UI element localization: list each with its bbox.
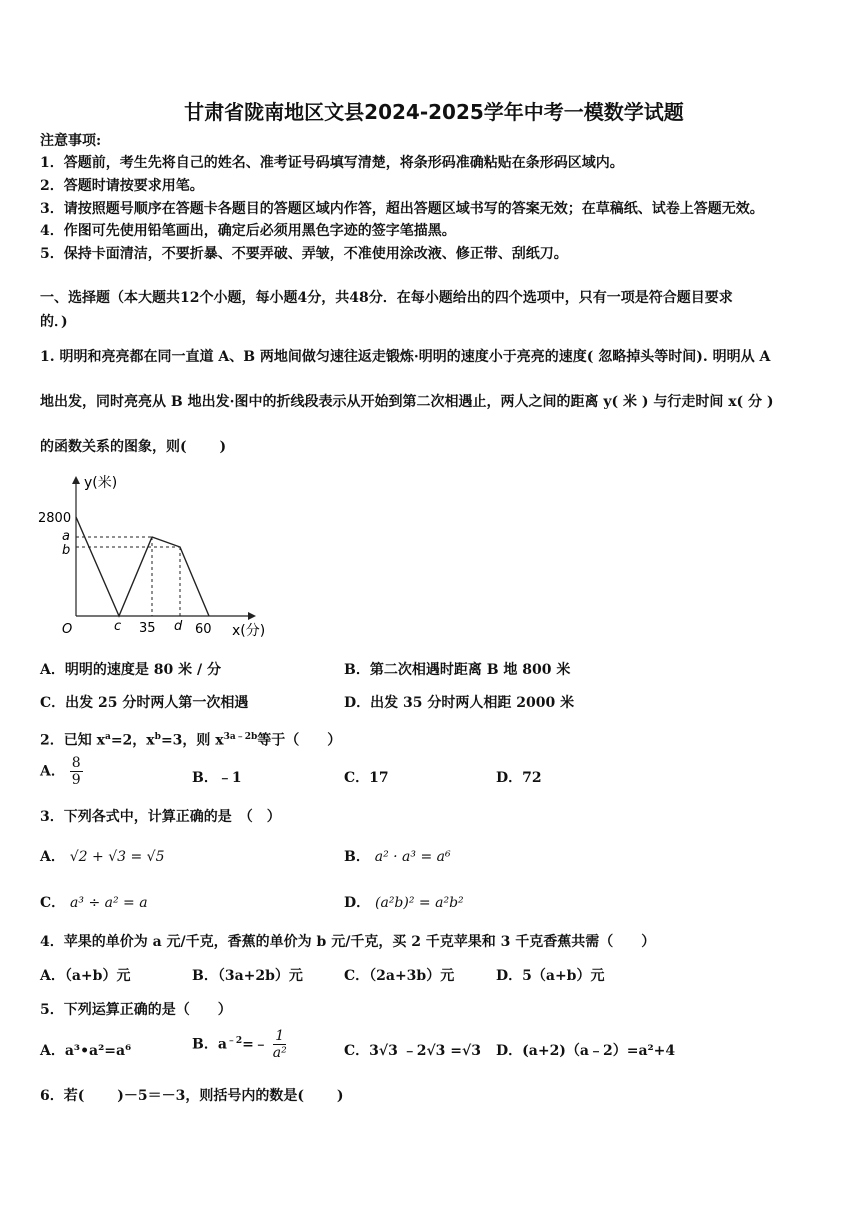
q5-option-b[interactable]: B．$a^{﹣2}=﹣$ $\frac{1}{\text{a²}}$ (192, 1028, 287, 1061)
q1-y-axis-label: y(米) (84, 475, 118, 491)
q4-option-b[interactable]: B．（3a+2b）元 (192, 968, 303, 984)
q1-x-axis-label: x(分) (232, 623, 266, 639)
q1-xtick-origin: O (62, 622, 73, 637)
q6-stem: 6．若( )－5＝－3，则括号内的数是( ) (40, 1088, 344, 1104)
notice-heading: 注意事项: (40, 133, 102, 149)
notice-item-1: 1．答题前，考生先将自己的姓名、准考证号码填写清楚，将条形码准确粘贴在条形码区域内。 (40, 155, 624, 171)
q1-option-b[interactable]: B．第二次相遇时距离 B 地 800 米 (344, 662, 571, 678)
q3-option-d[interactable]: D． (a²b)² = a²b² (344, 895, 464, 911)
q1-ytick-2800: 2800 (38, 511, 72, 526)
notice-item-5: 5．保持卡面清洁，不要折暴、不要弄破、弄皱，不准使用涂改液、修正带、刮纸刀。 (40, 246, 568, 262)
q2-option-a[interactable]: A． $\frac{8}{9}$ (40, 755, 81, 788)
q1-ytick-a: a (62, 529, 70, 544)
q1-xtick-c: c (114, 619, 122, 634)
q1-stem-line3: 的函数关系的图象，则( ) (40, 439, 227, 455)
q1-option-a[interactable]: A．明明的速度是 80 米 / 分 (40, 662, 221, 678)
section-heading-line2: 的．) (40, 314, 68, 330)
q4-option-d[interactable]: D．5（a+b）元 (496, 968, 605, 984)
q4-stem: 4．苹果的单价为 a 元/千克，香蕉的单价为 b 元/千克，买 2 千克苹果和 3 千克香蕉共需（ ） (40, 934, 656, 950)
section-heading-line1: 一、选择题（本大题共12个小题，每小题4分，共48分．在每小题给出的四个选项中，只有一项是符合题目要求 (40, 290, 733, 306)
q4-option-c[interactable]: C．（2a+3b）元 (344, 968, 455, 984)
notice-item-3: 3．请按照题号顺序在答题卡各题目的答题区域内作答，超出答题区域书写的答案无效；在草稿纸、试卷上答题无效。 (40, 201, 764, 217)
q3-option-b[interactable]: B． a² · a³ = a⁶ (344, 849, 451, 865)
q1-graph (38, 470, 278, 642)
q3-option-a[interactable]: A． √2 + √3 = √5 (40, 849, 165, 865)
q5-option-d[interactable]: D．(a+2)（a﹣2）=a²+4 (496, 1043, 676, 1059)
q1-ytick-b: b (62, 543, 71, 558)
q1-xtick-d: d (174, 619, 183, 634)
notice-item-2: 2．答题时请按要求用笔。 (40, 178, 204, 194)
q1-xtick-60: 60 (195, 622, 212, 637)
page-title: 甘肃省陇南地区文县2024-2025学年中考一模数学试题 (184, 100, 684, 124)
q1-option-c[interactable]: C．出发 25 分时两人第一次相遇 (40, 695, 249, 711)
q1-stem-line1: 1. 明明和亮亮都在同一直道 A、B 两地间做匀速往返走锻炼·明明的速度小于亮亮的速度( 忽略掉头等时间). 明明从 A (40, 349, 771, 365)
q5-stem: 5．下列运算正确的是（ ） (40, 1002, 232, 1018)
q4-option-a[interactable]: A．（a+b）元 (40, 968, 131, 984)
q3-stem: 3．下列各式中，计算正确的是 （ ） (40, 809, 281, 825)
q2-option-c[interactable]: C．17 (344, 770, 389, 786)
q2-stem: 2．已知 $x^a=2$，$x^b=3$，则 $x^{3a﹣2b}$等于（ ） (40, 732, 342, 749)
q5-option-a[interactable]: A．a³•a²=a⁶ (40, 1043, 132, 1059)
q1-stem-line2: 地出发，同时亮亮从 B 地出发·图中的折线段表示从开始到第二次相遇止，两人之间的距离 y( 米 ) 与行走时间 x( 分 ) (40, 394, 774, 410)
q5-option-c[interactable]: C．3√3 ﹣2√3 =√3 (344, 1043, 481, 1059)
q1-option-d[interactable]: D．出发 35 分时两人相距 2000 米 (344, 695, 575, 711)
q3-option-c[interactable]: C． a³ ÷ a² = a (40, 895, 148, 911)
q2-option-d[interactable]: D．72 (496, 770, 542, 786)
notice-item-4: 4．作图可先使用铅笔画出，确定后必须用黑色字迹的签字笔描黑。 (40, 223, 456, 239)
q2-option-b[interactable]: B．﹣1 (192, 770, 242, 786)
q1-xtick-35: 35 (139, 621, 156, 636)
